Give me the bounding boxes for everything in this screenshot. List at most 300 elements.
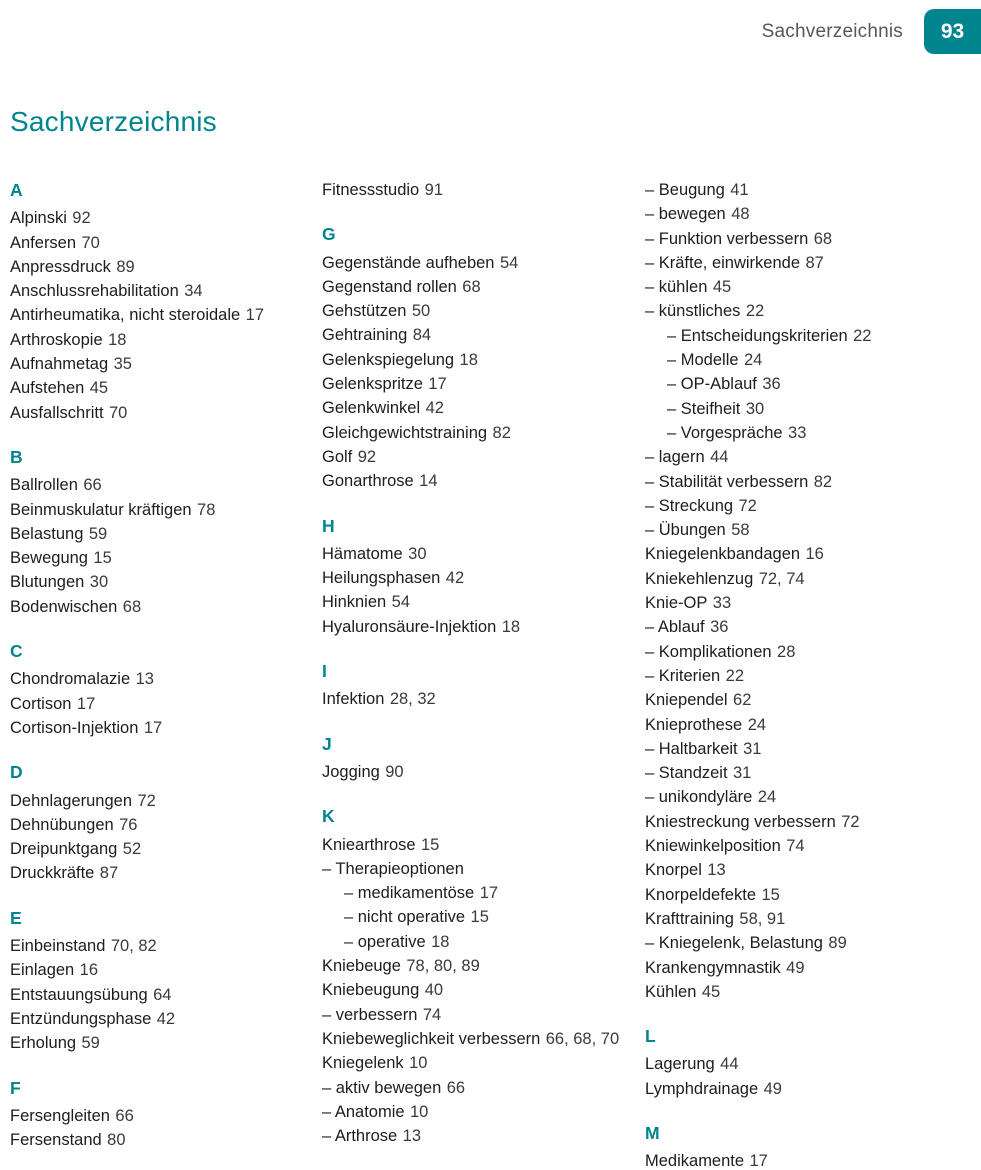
index-entry (645, 664, 976, 688)
entry-text: – Standzeit (645, 764, 728, 783)
index-entry (322, 566, 645, 590)
entry-pages: 76 (119, 815, 138, 834)
entry-pages: 31 (733, 764, 752, 783)
index-entry (322, 396, 645, 420)
entry-pages: 13 (402, 1127, 422, 1146)
entry-pages: 22 (853, 326, 872, 345)
entry-text: – Beugung (645, 181, 725, 199)
entry-text: Kniependel (645, 691, 728, 710)
entry-pages: 15 (93, 549, 112, 568)
index-entry (645, 591, 976, 615)
entry-text: Anschlussrehabilitation (10, 282, 179, 301)
entry-text: – Stabilität verbessern (645, 472, 809, 491)
index-column-3 (645, 178, 976, 1170)
entry-pages: 78, 80, 89 (406, 957, 480, 976)
entry-pages: 28, 32 (389, 690, 436, 709)
index-entry (645, 688, 976, 712)
page-title: Sachverzeichnis (10, 106, 217, 137)
entry-text: Gleichgewichtstraining (322, 423, 488, 442)
entry-text: – operative (344, 932, 426, 951)
index-entry (10, 328, 310, 352)
index-entry (10, 303, 310, 327)
entry-text: Hämatome (322, 544, 403, 563)
entry-pages: 15 (761, 885, 780, 904)
entry-text: Dehnübungen (10, 815, 114, 834)
index-entry (645, 1149, 976, 1170)
section-letter: K (322, 806, 335, 827)
entry-pages: 68 (462, 277, 481, 296)
entry-pages: 68 (122, 597, 142, 616)
entry-text: Bodenwischen (10, 597, 118, 616)
entry-pages: 58, 91 (739, 909, 786, 928)
entry-pages: 44 (710, 448, 729, 467)
index-entry (645, 980, 976, 1004)
entry-text: Lagerung (645, 1055, 715, 1074)
entry-pages: 72 (738, 496, 757, 515)
entry-text: Knieprothese (645, 715, 743, 734)
index-entry (645, 907, 976, 931)
index-entry (645, 834, 976, 858)
index-entry (322, 299, 645, 323)
entry-text: – aktiv bewegen (322, 1078, 442, 1097)
entry-text: Gonarthrose (322, 472, 414, 491)
index-entry (322, 275, 645, 299)
entry-text: Chondromalazie (10, 670, 131, 689)
entry-pages: 92 (72, 209, 91, 228)
entry-text: Knorpeldefekte (645, 885, 756, 904)
index-entry (10, 1007, 310, 1031)
entry-pages: 24 (747, 715, 767, 734)
entry-pages: 80 (107, 1131, 126, 1150)
entry-text: – kühlen (645, 278, 708, 297)
index-entry (10, 983, 310, 1007)
entry-text: Beinmuskulatur kräftigen (10, 500, 192, 519)
index-entry (645, 202, 976, 226)
index-entry (645, 494, 976, 518)
entry-text: Hinknien (322, 593, 387, 612)
entry-text: – Kriterien (645, 666, 721, 685)
entry-pages: 45 (712, 278, 732, 297)
entry-pages: 33 (712, 594, 732, 613)
index-entry (645, 640, 976, 664)
entry-text: Fersengleiten (10, 1106, 110, 1125)
entry-pages: 10 (409, 1054, 428, 1073)
entry-pages: 52 (122, 840, 142, 859)
entry-text: – medikamentöse (344, 884, 475, 903)
index-entry (322, 348, 645, 372)
entry-pages: 22 (725, 666, 744, 685)
entry-pages: 40 (424, 981, 444, 1000)
section-letter: B (10, 446, 23, 467)
index-entry (645, 251, 976, 275)
index-entry (322, 323, 645, 347)
entry-text: Kniearthrose (322, 835, 416, 854)
index-entry (10, 570, 310, 594)
entry-pages: 70 (81, 233, 100, 252)
index-entry (344, 905, 645, 929)
entry-text: – Steifheit (667, 399, 741, 418)
index-entry (322, 1051, 645, 1075)
entry-text: – Ablauf (645, 618, 705, 637)
entry-text: Erholung (10, 1034, 77, 1053)
entry-text: – OP-Ablauf (667, 375, 757, 394)
entry-pages: 10 (410, 1102, 429, 1121)
entry-pages: 33 (788, 423, 807, 442)
entry-text: – lagern (645, 448, 705, 467)
index-entry (645, 1052, 976, 1076)
entry-text: – Funktion verbessern (645, 229, 809, 248)
entry-pages: 28 (777, 642, 796, 661)
entry-pages: 36 (710, 618, 729, 637)
entry-pages: 70, 82 (110, 937, 157, 956)
entry-pages: 44 (720, 1055, 739, 1074)
entry-pages: 82 (492, 423, 511, 442)
page-number-badge (924, 9, 981, 54)
index-entry (645, 1077, 976, 1101)
entry-text: Anfersen (10, 233, 77, 252)
entry-pages: 18 (431, 932, 450, 951)
entry-pages: 74 (422, 1005, 442, 1024)
entry-text: Kniebeugung (322, 981, 420, 1000)
entry-text: Aufnahmetag (10, 355, 109, 374)
index-entry (10, 958, 310, 982)
index-entry (645, 810, 976, 834)
index-entry (645, 883, 976, 907)
entry-pages: 72, 74 (758, 569, 805, 588)
entry-text: – Therapieoptionen (322, 859, 464, 878)
index-entry (667, 421, 976, 445)
entry-text: Kniegelenk (322, 1054, 404, 1073)
entry-text: – Arthrose (322, 1127, 398, 1146)
index-columns (10, 178, 976, 1170)
entry-pages: 66 (83, 476, 102, 495)
index-entry (322, 445, 645, 469)
section-letter: A (10, 180, 23, 200)
index-entry (10, 352, 310, 376)
index-entry (645, 178, 976, 202)
entry-pages: 16 (79, 961, 99, 980)
entry-pages: 84 (412, 326, 432, 345)
index-entry (10, 376, 310, 400)
entry-pages: 91 (424, 181, 444, 199)
entry-text: Blutungen (10, 573, 85, 592)
entry-pages: 89 (828, 934, 847, 953)
entry-text: Aufstehen (10, 379, 85, 398)
index-entry (322, 251, 645, 275)
section-letter: C (10, 641, 23, 662)
index-entry (344, 881, 645, 905)
index-entry (322, 542, 645, 566)
entry-text: – Streckung (645, 496, 734, 515)
entry-pages: 78 (197, 500, 216, 519)
entry-text: Anpressdruck (10, 257, 111, 276)
entry-pages: 31 (743, 739, 762, 758)
entry-text: Lymphdrainage (645, 1079, 759, 1098)
index-entry (322, 833, 645, 857)
entry-text: Fitnessstudio (322, 181, 420, 199)
entry-pages: 13 (135, 670, 154, 689)
running-header: Sachverzeichnis (761, 21, 903, 42)
entry-text: Medikamente (645, 1152, 745, 1170)
entry-text: Alpinski (10, 209, 67, 228)
entry-text: Gehtraining (322, 326, 408, 345)
index-entry (645, 615, 976, 639)
entry-pages: 17 (479, 884, 499, 903)
entry-text: – unikondyläre (645, 788, 753, 807)
entry-pages: 49 (763, 1079, 782, 1098)
index-entry (322, 178, 645, 202)
entry-pages: 90 (385, 762, 404, 781)
entry-text: Kühlen (645, 982, 697, 1001)
index-entry (645, 567, 976, 591)
entry-pages: 30 (408, 544, 427, 563)
entry-text: Entstauungsübung (10, 985, 148, 1004)
index-entry (322, 954, 645, 978)
section-letter: H (322, 515, 335, 536)
entry-text: Krankengymnastik (645, 958, 781, 977)
index-entry (667, 348, 976, 372)
entry-text: – Vorgespräche (667, 423, 783, 442)
entry-text: – Anatomie (322, 1102, 405, 1121)
index-entry (322, 615, 645, 639)
entry-text: Gehstützen (322, 302, 407, 321)
index-entry (322, 857, 645, 881)
entry-pages: 74 (786, 837, 805, 856)
entry-pages: 30 (89, 573, 109, 592)
section-letter: G (322, 224, 336, 245)
entry-pages: 49 (786, 958, 805, 977)
entry-text: – Haltbarkeit (645, 739, 738, 758)
entry-pages: 45 (89, 379, 109, 398)
index-entry (322, 978, 645, 1002)
index-entry (10, 813, 310, 837)
entry-text: Cortison-Injektion (10, 718, 139, 737)
index-entry (322, 1124, 645, 1148)
entry-pages: 87 (805, 253, 824, 272)
index-entry (10, 473, 310, 497)
entry-pages: 17 (143, 718, 163, 737)
entry-text: Dreipunktgang (10, 840, 118, 859)
index-entry (645, 445, 976, 469)
index-entry (10, 1104, 310, 1128)
entry-text: Gegenstand rollen (322, 277, 457, 296)
index-entry (10, 522, 310, 546)
entry-pages: 45 (701, 982, 721, 1001)
entry-pages: 59 (88, 524, 108, 543)
entry-text: Kniekehlenzug (645, 569, 754, 588)
entry-text: – Übungen (645, 521, 726, 540)
entry-pages: 66 (115, 1106, 134, 1125)
entry-pages: 50 (411, 302, 431, 321)
entry-text: Gelenkspiegelung (322, 350, 455, 369)
index-entry (645, 931, 976, 955)
entry-pages: 18 (501, 617, 521, 636)
entry-text: – nicht operative (344, 908, 466, 927)
entry-pages: 64 (153, 985, 172, 1004)
entry-text: Kniestreckung verbessern (645, 812, 836, 831)
entry-pages: 89 (116, 257, 135, 276)
index-entry (645, 470, 976, 494)
entry-pages: 14 (419, 472, 438, 491)
entry-text: – Entscheidungskriterien (667, 326, 848, 345)
entry-text: Krafttraining (645, 909, 734, 928)
entry-pages: 92 (357, 447, 377, 466)
index-entry (667, 324, 976, 348)
index-entry (10, 206, 310, 230)
entry-text: Arthroskopie (10, 330, 103, 349)
index-entry (322, 1003, 645, 1027)
entry-pages: 62 (733, 691, 752, 710)
index-entry (645, 713, 976, 737)
entry-pages: 15 (421, 835, 440, 854)
index-column-1 (10, 178, 322, 1170)
entry-text: Kniewinkelposition (645, 837, 781, 856)
index-entry (10, 861, 310, 885)
index-entry (10, 401, 310, 425)
entry-pages: 68 (813, 229, 833, 248)
entry-text: Kniegelenkbandagen (645, 545, 801, 564)
section-letter: D (10, 762, 23, 783)
entry-text: Gelenkwinkel (322, 399, 421, 418)
entry-pages: 36 (762, 375, 781, 394)
entry-pages: 22 (745, 302, 765, 321)
entry-text: Entzündungsphase (10, 1009, 152, 1028)
index-entry (645, 785, 976, 809)
entry-pages: 15 (470, 908, 489, 927)
entry-text: Kniebeuge (322, 957, 401, 976)
index-entry (10, 692, 310, 716)
index-entry (322, 421, 645, 445)
entry-pages: 54 (499, 253, 519, 272)
entry-text: Knie-OP (645, 594, 708, 613)
entry-pages: 18 (108, 330, 127, 349)
section-letter: J (322, 733, 332, 754)
page-number: 93 (940, 19, 965, 43)
entry-text: Antirheumatika, nicht steroidale (10, 306, 241, 325)
index-column-2 (322, 178, 645, 1170)
index-entry (322, 469, 645, 493)
index-entry (322, 1100, 645, 1124)
index-entry (10, 789, 310, 813)
index-entry (667, 397, 976, 421)
index-entry (645, 518, 976, 542)
entry-pages: 72 (137, 791, 156, 810)
entry-pages: 82 (813, 472, 833, 491)
index-entry (645, 227, 976, 251)
index-entry (10, 934, 310, 958)
index-entry (10, 667, 310, 691)
index-entry (645, 858, 976, 882)
index-entry (322, 760, 645, 784)
entry-text: Golf (322, 447, 353, 466)
entry-text: Einlagen (10, 961, 75, 980)
entry-text: Bewegung (10, 549, 88, 568)
entry-pages: 72 (841, 812, 860, 831)
entry-text: – bewegen (645, 205, 726, 224)
entry-text: – verbessern (322, 1005, 418, 1024)
entry-pages: 18 (459, 350, 478, 369)
entry-text: Hyaluronsäure-Injektion (322, 617, 497, 636)
index-entry (10, 231, 310, 255)
entry-text: Einbeinstand (10, 937, 106, 956)
index-entry (10, 716, 310, 740)
entry-pages: 59 (81, 1034, 100, 1053)
index-entry (322, 590, 645, 614)
index-entry (10, 255, 310, 279)
index-entry (10, 279, 310, 303)
entry-pages: 48 (731, 205, 750, 224)
section-letter: I (322, 661, 327, 682)
entry-pages: 16 (805, 545, 824, 564)
entry-text: Gegenstände aufheben (322, 253, 495, 272)
index-entry (10, 498, 310, 522)
section-letter: L (645, 1026, 656, 1047)
entry-text: Druckkräfte (10, 864, 95, 883)
entry-text: – Modelle (667, 351, 739, 370)
entry-pages: 42 (425, 399, 444, 418)
index-entry (645, 542, 976, 566)
entry-text: Knorpel (645, 861, 702, 880)
entry-pages: 42 (445, 569, 465, 588)
entry-text: Gelenkspritze (322, 375, 423, 394)
entry-text: – Komplikationen (645, 642, 772, 661)
entry-text: Belastung (10, 524, 84, 543)
entry-pages: 24 (757, 788, 777, 807)
section-letter: E (10, 907, 22, 928)
entry-pages: 17 (245, 306, 264, 325)
entry-pages: 54 (391, 593, 411, 612)
index-entry (344, 930, 645, 954)
entry-text: Infektion (322, 690, 385, 709)
entry-pages: 34 (184, 282, 203, 301)
index-entry (322, 1027, 645, 1051)
entry-text: Jogging (322, 762, 380, 781)
entry-text: Ballrollen (10, 476, 78, 495)
entry-text: Kniebeweglichkeit verbessern (322, 1029, 541, 1048)
entry-pages: 42 (156, 1009, 176, 1028)
entry-pages: 24 (743, 351, 763, 370)
index-entry (322, 372, 645, 396)
entry-text: – Kniegelenk, Belastung (645, 934, 823, 953)
section-letter: F (10, 1077, 21, 1098)
index-entry (645, 299, 976, 323)
index-entry (667, 372, 976, 396)
entry-text: Dehnlagerungen (10, 791, 133, 810)
entry-text: – Kräfte, einwirkende (645, 253, 801, 272)
index-entry (645, 275, 976, 299)
index-entry (645, 737, 976, 761)
entry-pages: 13 (707, 861, 726, 880)
index-entry (322, 1076, 645, 1100)
entry-pages: 17 (76, 694, 96, 713)
entry-pages: 17 (749, 1152, 768, 1170)
entry-text: Ausfallschritt (10, 403, 104, 422)
entry-pages: 70 (108, 403, 128, 422)
entry-text: Fersenstand (10, 1131, 102, 1150)
index-entry (322, 687, 645, 711)
entry-pages: 41 (730, 181, 749, 199)
entry-pages: 30 (745, 399, 765, 418)
entry-text: – künstliches (645, 302, 741, 321)
entry-pages: 58 (731, 521, 750, 540)
section-letter: M (645, 1122, 660, 1143)
index-entry (10, 837, 310, 861)
index-entry (645, 761, 976, 785)
index-entry (10, 595, 310, 619)
index-entry (10, 1031, 310, 1055)
entry-pages: 35 (113, 355, 132, 374)
entry-text: Cortison (10, 694, 72, 713)
